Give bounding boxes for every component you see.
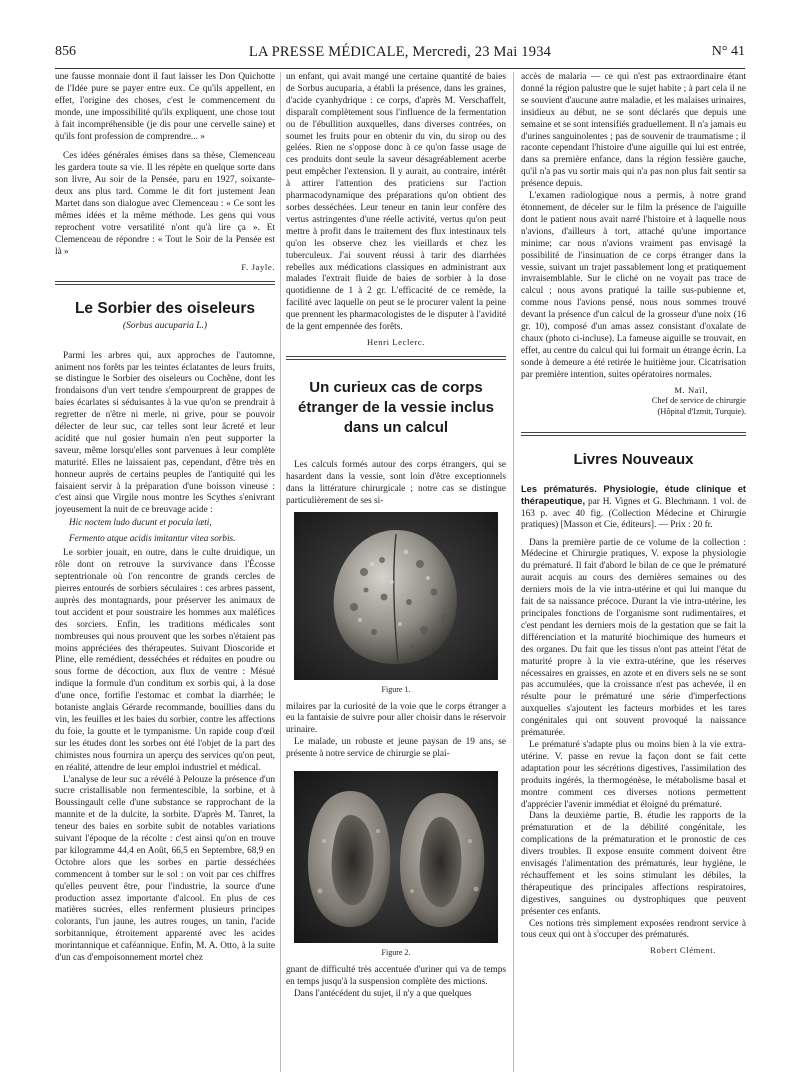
book-title: Les prématurés. Physiologie, étude clinique et thérapeutique, — [521, 483, 746, 507]
figure-2-photo — [294, 771, 498, 943]
paragraph: Dans l'antécédent du sujet, il n'y a que quelques — [294, 988, 472, 999]
column-divider — [513, 72, 514, 1072]
column-3 — [521, 72, 746, 1072]
section-rule — [286, 356, 506, 360]
paragraph: Ces idées générales émises dans sa thèse, Clemenceau les gardera toute sa vie. Il les répète en quelque sorte dans son livre, Au soir de la Pensée, paru en 1927, soixante-deux ans plus tard. Comme le dit fort justement Jean Martet dans son dialogue avec Clemenceau : « Ce sont les mêmes idées et la même méthode. Les gens qui vous reprochent votre versatilité n'ont qu'à lire ça ». Et Clemenceau de répondre : « Tout le Soir de la Pensée est là » — [55, 151, 275, 257]
issue-number: N° 41 — [711, 44, 745, 59]
paragraph: Le sorbier jouait, en outre, dans le culte druidique, un rôle dont on retrouve la survivance dans l'Écosse septentrionale où l'on rencontre de grands cercles de pierres entourés de sorbiers séculaires : ces arbres passent, auprès des montagnards, pour préserver les animaux de tout accident et pour soustraire les hommes aux maléfices des sorciers. Enfin, les traditions médicales sont nombreuses qui nous prouvent que les sorbes n'étaient pas moins appréciées des thérapeutes. Suivant Dioscoride et Pline, elle remédient, desséchées et réduites en poudre ou sous forme de décoction, aux flux de ventre : Mésué indique la formule d'un conditum ex sorbis qui, à la dose d'une once, fortifie l'estomac et combat la diarrhée; le botaniste anglais Gérarde recommande, bouillies dans du vin, les feuilles et les baies du sorbier, contre les affections du foie, la goutte et le tympanisme. Un rapide coup d'œil sur les études dont les sorbes ont été l'objet de la part des chimistes nous fournira un aperçu des services qu'on peut, en réalité, attendre de leur emploi industriel et médical. — [55, 548, 275, 773]
section-rule — [521, 432, 746, 436]
author-affiliation: Chef de service de chirurgie — [651, 395, 746, 405]
book-reference — [521, 484, 746, 532]
page-number: 856 — [55, 44, 76, 59]
verse-line: Fermento atque acidis imitantur vitea sorbis. — [69, 532, 236, 543]
author-signature: Robert Clément. — [650, 945, 716, 956]
figure-1-caption: Figure 1. — [381, 684, 411, 694]
author-signature: Henri Leclerc. — [366, 336, 426, 347]
author-signature: F. Jayle. — [241, 261, 275, 272]
journal-title: LA PRESSE MÉDICALE, Mercredi, 23 Mai 1934 — [248, 44, 552, 60]
paragraph: Dans la deuxième partie, B. étudie les rapports de la prématuration et de la débilité congénitale, les complications de la prématuration et le pronostic de ces divers troubles. Il expose ensuite comment doivent être envisagés l'alimentation des prématurés, leur hygiène, le réchauffement et les soins stimulant les débiles, la thérapeutique des principales affections respiratoires, digestives, sanguines ou dystrophiques que peuvent présenter ces enfants. — [521, 811, 746, 917]
verse-line: Hic noctem ludo ducunt et pocula læti, — [69, 517, 212, 528]
paragraph: milaires par la curiosité de la voie que le corps étranger a eu la fantaisie de suivre pour aller choisir dans le réservoir urinaire. — [286, 701, 506, 736]
section-rule — [55, 281, 275, 285]
paragraph: Le prématuré s'adapte plus ou moins bien à la vie extra-utérine. V. passe en revue la façon dont se fait cette adaptation pour les sécrétions digestives, l'assimilation des produits ingérés, la thermogénèse, le métabolisme basal et montre comment ces diverses notions permettent d'apprécier l'avenir immédiat et éloigné du prématuré. — [521, 739, 746, 810]
paragraph: Ces notions très simplement exposées rendront service à tous ceux qui ont à s'occuper des prématurés. — [521, 918, 746, 941]
header-rule — [55, 68, 745, 69]
paragraph: Parmi les arbres qui, aux approches de l'automne, animent nos forêts par les teintes éclatantes de leurs fruits, se distingue le Sorbier des oiseleurs ou Cochêne, dont les frondaisons d'un vert tendre s'empourprent de grappes de baies écarlates si séduisantes à la vue qu'on se prendrait à regretter de n'être ni merle, ni grive, pour se pouvoir délecter de leur suc, car telles sont leur âcreté et leur acidité que nul gosier humain n'en peut supporter la saveur, même lorsqu'elles sont parvenues à leur complète maturité. Elles ne laissaient pas, cependant, d'être très en honneur auprès de certains peuples de l'antiquité qui les faisaient servir à la préparation d'une boisson vineuse : c'est ainsi que Virgile nous montre les Scythes s'enivrant joyeusement la nuit de ce breuvage acide : — [55, 350, 275, 516]
paragraph: un enfant, qui avait mangé une certaine quantité de baies de Sorbus aucuparia, a établi la présence, dans les graines, d'acide cyanhydrique : ce corps, d'après M. Verschaffelt, disparaît complètement sous l'influence de la fermentation ou de l'ébullition auxquelles, dans diverses contrées, on soumet les fruits pour en obtenir du vin, du sirop ou des gelées. Rien ne s'oppose donc à ce qu'on fasse usage de ces produits dont seule la saveur désagréablement acerbe peut empêcher l'extension. Il y aurait, au contraire, intérêt à attirer l'attention des praticiens sur l'action pharmacodynamique des préparations qu'on obtient des sorbes desséchées. Leur teneur en tanin leur confère des vertus astringentes d'une réelle activité, vertus qu'on peut mettre à profit dans le traitement des flux intestinaux tels qu'on les observe chez les vieillards et chez les tuberculeux. J'ai souvent réussi à tarir des diarrhées rebelles aux médications classiques en administrant aux malades l'extrait fluide de baies de sorbier à la dose quotidienne de 1 à 2 gr. L'efficacité de ce remède, la facilité avec laquelle on peut se le procurer valent la peine que prennent les pharmacologistes de le disputer à l'avidité de la gent empennée des forêts. — [286, 72, 506, 333]
figure-1-photo — [294, 512, 498, 680]
paragraph: une fausse monnaie dont il faut laisser les Don Quichotte de l'Idée pure se payer entre eux. Ce qu'ils appellent, en effet, l'origine des choses, c'est le commencement du monde, une impossibilité qu'ils expliquent, une chose tout à fait incompréhensible (je dis pour une cervelle saine) et qu'ils font profession de comprendre... » — [55, 72, 275, 142]
figure-2-caption: Figure 2. — [381, 948, 411, 958]
column-divider — [280, 72, 281, 1072]
paragraph: Le malade, un robuste et jeune paysan de 19 ans, se présente à notre service de chirurgie se plai- — [286, 737, 506, 760]
article-title: Un curieux cas de corps étranger de la vessie inclus dans un calcul — [298, 378, 494, 436]
paragraph: L'examen radiologique nous a permis, à notre grand étonnement, de déceler sur le film la présence de l'aiguille dont le patient nous avait narré l'histoire et à laquelle nous n'avions, d'ailleurs à tort, attaché qu'une importance minime; car nous n'avions vraiment pas envisagé la possibilité de l'insinuation de ce corps étranger dans la vessie, suivant un trajet passablement long et pratiquement invraisemblable. Sur le cliché on ne voyait pas trace de calcul ; nous avons pratiqué la taille sus-pubienne et, comme nous l'avions pensé, nous nous sommes trouvé devant la présence d'un calcul de la grosseur d'une noix (16 gr. 10), composé d'un amas assez consistant d'oxalate de chaux (photo ci-incluse). La fameuse aiguille se trouvait, en effet, au centre du calcul qui lui formait un étrange écrin. La sonde à demeure a été retirée le huitième jour. Cicatrisation par première intention, suites opératoires normales. — [521, 191, 746, 380]
paragraph: accès de malaria — ce qui n'est pas extraordinaire étant donné la région palustre que le sujet habite ; à part cela il ne se souvient d'aucune autre maladie, et les malaises urinaires, insidieux au début, ne se sont déclarés que depuis une semaine et se sont intensifiés graduellement. Il n'a jamais eu d'urines sanguinolentes ; pas de souvenir de traumatisme ; il raconte cependant l'histoire d'une aiguille qui lui est entrée, dans sa première enfance, dans la région fessière gauche, qu'il n'a pas vu sortir mais qui n'a pas non plus fait sentir sa présence depuis. — [521, 72, 746, 190]
section-title: Livres Nouveaux — [573, 450, 694, 468]
article-subtitle: (Sorbus aucuparia L.) — [122, 320, 208, 331]
article-title: Le Sorbier des oiseleurs — [74, 299, 256, 317]
paragraph: gnant de difficulté très accentuée d'uriner qui va de temps en temps jusqu'à la suspension complète des mictions. — [286, 965, 506, 987]
paragraph: Les calculs formés autour des corps étrangers, qui se hasardent dans la vessie, sont loin d'être exceptionnels dans la littérature chirurgicale ; notre cas se distingue particulièrement de ses si- — [286, 459, 506, 506]
column-1 — [55, 72, 275, 1072]
paragraph: L'analyse de leur suc a révélé à Pelouze la présence d'un sucre cristallisable non fermentescible, la sorbine, et à Boussingault celle d'une substance se rapprochant de la mannite et de la dulcite, la sorbite. D'après M. Tanret, la teneur des baies en sorbite subit de notables variations suivant l'époque de la récolte : c'est ainsi qu'on en trouve par kilogramme 44,4 en Août, 66,5 en Septembre, 68,9 en Octobre alors que les sorbes en partie desséchées commencent à tomber sur le sol : on voit par ces chiffres qu'elles peuvent être, pour l'industrie, la source d'une production assez importante d'alcool. En plus de ces matières sucrées, elles renferment plusieurs principes colorants, l'un jaune, les autres rouges, un tanin, l'acide sorbitannique, étroitement apparenté avec les acides morintannique et caféannique. Enfin, M. A. Otto, à la suite d'un cas d'empoisonnement mortel chez — [55, 774, 275, 964]
page-header — [55, 44, 745, 62]
author-signature: M. Naïl, — [674, 384, 708, 395]
paragraph: Dans la première partie de ce volume de la collection : Médecine et Chirurgie pratiques, V. expose la physiologie du prématuré. Il fait d'abord le bilan de ce que le prématuré aurait acquis au cours des dernières semaines ou des derniers mois de la vie intra-utérine et qui lui manque du fait de sa naissance précoce. Durant la vie intra-utérine, les principales fonctions de l'organisme sont rudimentaires, et c'est pendant les derniers mois de la gestation que se fait la différenciation et la maturité biochimique des humeurs et des organes. Du fait que les tissus n'ont pas atteint l'état de maturité propre à la vie extra-utérine, que les réserves nécessaires en graisses, en azote et en divers sels ne se sont pas accumulées, que la croissance n'est pas achevée, il en résulte pour le prématuré une série d'imperfections auxquelles s'ajoutent les facteurs morbides et les tares congénitales qui ont souvent provoqué la naissance prématurée. — [521, 537, 746, 739]
author-affiliation: (Hôpital d'Izmit, Turquie). — [657, 407, 746, 417]
column-2 — [286, 72, 506, 1072]
book-details: par H. Vignes et G. Blechmann. 1 vol. de 163 p. avec 40 fig. (Collection Médecine et Chirurgie pratiques) [Masson et Cie, éditeurs]. — Prix : 20 fr. — [521, 497, 746, 531]
